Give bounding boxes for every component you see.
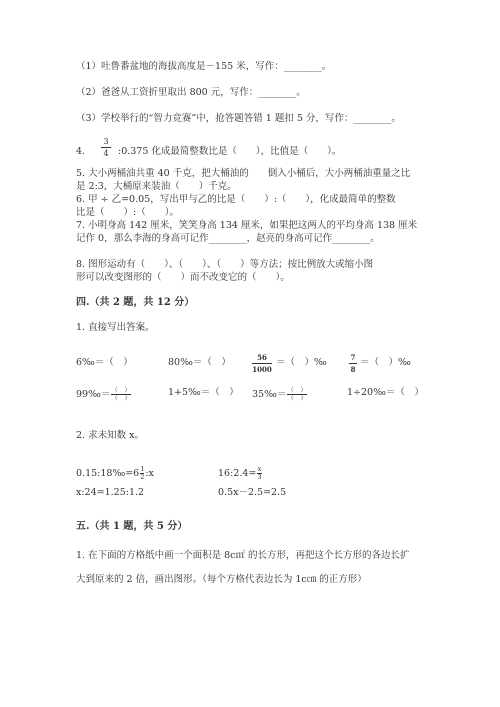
calc-99-permille — [76, 387, 132, 402]
question-4-text: :0.375 化成最简整数比是（ ），比值是（ ）。 — [118, 146, 342, 157]
section-5-question-line-1: 1. 在下面的方格纸中画一个面积是 8c㎡ 的长方形，再把这个长方形的各边长扩 — [76, 550, 410, 561]
question-8-line-2: 形可以改变图形的（ ）而不改变它的（ ）。 — [76, 272, 290, 283]
equation-1-left: 0.15:18‰=6 — [76, 468, 140, 479]
fraction-bar — [349, 363, 357, 364]
calc-35-permille — [252, 387, 308, 402]
calc-7-over-8-answer: ＝（ ）‰ — [360, 357, 411, 368]
section-5-title: 五.（共 1 题，共 5 分） — [76, 521, 188, 532]
answer-fraction — [287, 387, 307, 402]
section-4-title: 四.（共 2 题，共 12 分） — [76, 297, 195, 308]
calc-99-permille-text: 99‰＝ — [76, 389, 111, 400]
equation-2 — [218, 466, 263, 481]
fraction-denominator: 3 — [257, 473, 262, 481]
fraction-denominator: 2 — [140, 473, 145, 481]
question-4-number: 4. — [76, 146, 86, 157]
calc-56-over-1000 — [252, 353, 272, 374]
question-5-line-2: 是 2:3，大桶原来装油（ ）千克。 — [76, 181, 237, 192]
calc-80-permille: 80‰＝（ ） — [168, 357, 231, 368]
answer-fraction — [111, 387, 131, 402]
fraction-denominator: （ ） — [287, 394, 307, 402]
fraction-numerator: 1 — [140, 465, 145, 473]
fraction-bar — [101, 147, 111, 148]
question-4-fraction — [101, 137, 111, 158]
equation-2-left: 16:2.4= — [218, 468, 257, 479]
equation-2-fraction — [257, 466, 261, 481]
question-8-line-1: 8. 图形运动有（ ）、（ ）、（ ）等方法；按比例放大或缩小图 — [76, 259, 374, 270]
calc-35-permille-text: 35‰＝ — [252, 389, 287, 400]
fraction-numerator: （ ） — [111, 386, 131, 394]
fraction-bar — [252, 363, 272, 364]
calc-7-over-8 — [349, 353, 357, 374]
section-4-question-2: 2. 求未知数 x。 — [76, 430, 144, 441]
fraction-numerator: 7 — [350, 353, 356, 362]
fraction-denominator: （ ） — [111, 394, 131, 402]
question-6-line-2: 比是（ ）:（ ）。 — [76, 207, 179, 218]
equation-3: x:24=1.25:1.2 — [76, 487, 145, 498]
question-2: （2）爸爸从工资折里取出 800 元，写作：________。 — [76, 87, 306, 98]
fraction-denominator: 1000 — [252, 365, 272, 374]
calc-1-plus-5-permille: 1+5‰＝（ ） — [168, 387, 239, 398]
question-3: （3）学校举行的“智力竞赛”中，抢答题答错 1 题扣 5 分，写作：________。 — [76, 113, 401, 124]
fraction-denominator: 8 — [350, 365, 356, 374]
equation-4: 0.5x－2.5=2.5 — [218, 487, 287, 498]
section-5-question-line-2: 大到原来的 2 倍，画出图形。（每个方格代表边长为 1c㎝ 的正方形） — [76, 574, 367, 585]
fraction-numerator: （ ） — [287, 386, 307, 394]
calc-1-div-20-permille: 1÷20‰＝（ ） — [347, 387, 424, 398]
calc-56-over-1000-answer: ＝（ ）‰ — [276, 357, 327, 368]
equation-1 — [76, 466, 154, 481]
question-7-line-1: 7. 小明身高 142 厘米，笑笑身高 134 厘米，如果把这两人的平均身高 138 厘米 — [76, 220, 418, 231]
fraction-numerator: x — [257, 465, 262, 473]
question-7-line-2: 记作 0，那么李海的身高可记作________，赵亮的身高可记作________。 — [76, 233, 380, 244]
equation-1-right: :x — [145, 468, 154, 479]
question-6-line-1: 6. 甲 ÷ 乙=0.05，写出甲与乙的比是（ ）:（ ），化成最简单的整数 — [76, 194, 396, 205]
fraction-numerator: 56 — [257, 353, 267, 362]
question-1: （1）吐鲁番盆地的海拔高度是－155 米，写作：________。 — [76, 61, 332, 72]
question-5-line-1: 5. 大小两桶油共重 40 千克，把大桶油的 倒入小桶后，大小两桶油重量之比 — [76, 168, 411, 179]
equation-1-fraction — [140, 466, 144, 481]
calc-6-permille: 6‰＝（ ） — [76, 357, 133, 368]
question-4-fraction-denominator: 4 — [103, 149, 109, 158]
question-4-fraction-numerator: 3 — [103, 137, 109, 146]
section-4-question-1: 1. 直接写出答案。 — [76, 322, 155, 333]
